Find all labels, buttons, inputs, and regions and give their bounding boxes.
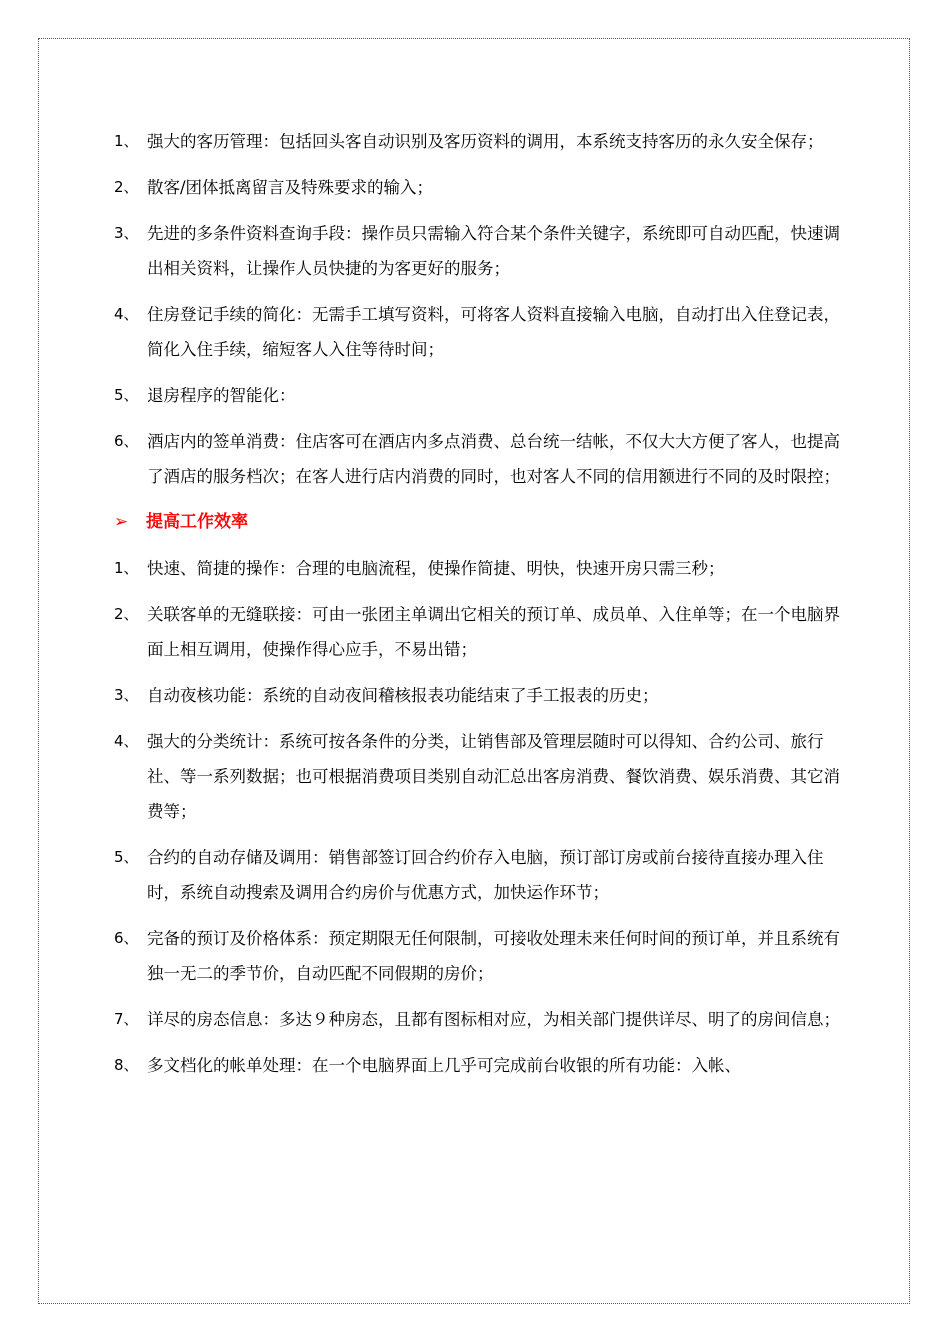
section-heading — [114, 505, 844, 540]
arrow-bullet-icon: ➢ — [114, 512, 129, 532]
list-item — [114, 724, 844, 829]
item-text: 酒店内的签单消费：住店客可在酒店内多点消费、总台统一结帐，不仅大大方便了客人，也提高了酒店的服务档次；在客人进行店内消费的同时，也对客人不同的信用额进行不同的及时限控； — [147, 432, 840, 486]
item-number: 7、 — [114, 1010, 139, 1028]
list-item — [114, 124, 844, 159]
item-text: 住房登记手续的简化：无需手工填写资料，可将客人资料直接输入电脑，自动打出入住登记表，简化入住手续，缩短客人入住等待时间； — [147, 305, 840, 359]
list-item — [114, 170, 844, 205]
item-text: 详尽的房态信息：多达９种房态，且都有图标相对应，为相关部门提供详尽、明了的房间信息； — [147, 1010, 840, 1029]
item-number: 1、 — [114, 132, 139, 150]
section-heading-text: 提高工作效率 — [146, 512, 248, 532]
item-text: 合约的自动存储及调用：销售部签订回合约价存入电脑，预订部订房或前台接待直接办理入住时，系统自动搜索及调用合约房价与优惠方式，加快运作环节； — [147, 848, 824, 902]
item-text: 强大的客历管理：包括回头客自动识别及客历资料的调用，本系统支持客历的永久安全保存； — [147, 132, 824, 151]
item-number: 6、 — [114, 929, 139, 947]
list-item — [114, 840, 844, 910]
item-number: 5、 — [114, 848, 139, 866]
item-number: 4、 — [114, 305, 139, 323]
item-number: 5、 — [114, 386, 139, 404]
document-body — [114, 124, 844, 1094]
item-text: 散客/团体抵离留言及特殊要求的输入； — [147, 178, 434, 197]
item-number: 4、 — [114, 732, 139, 750]
item-text: 关联客单的无缝联接：可由一张团主单调出它相关的预订单、成员单、入住单等；在一个电脑界面上相互调用，使操作得心应手，不易出错； — [147, 605, 840, 659]
item-text: 先进的多条件资料查询手段：操作员只需输入符合某个条件关键字，系统即可自动匹配，快速调出相关资料，让操作人员快捷的为客更好的服务； — [147, 224, 840, 278]
list-item — [114, 216, 844, 286]
item-text: 自动夜核功能：系统的自动夜间稽核报表功能结束了手工报表的历史； — [147, 686, 659, 705]
list-item — [114, 424, 844, 494]
item-text: 多文档化的帐单处理：在一个电脑界面上几乎可完成前台收银的所有功能：入帐、 — [147, 1056, 741, 1075]
list-item — [114, 1002, 844, 1037]
list-item — [114, 551, 844, 586]
item-number: 2、 — [114, 605, 139, 623]
list-item — [114, 1048, 844, 1083]
item-number: 6、 — [114, 432, 139, 450]
item-number: 2、 — [114, 178, 139, 196]
item-text: 完备的预订及价格体系：预定期限无任何限制，可接收处理未来任何时间的预订单，并且系统有独一无二的季节价，自动匹配不同假期的房价； — [147, 929, 840, 983]
item-number: 3、 — [114, 224, 139, 242]
list-item — [114, 378, 844, 413]
item-number: 8、 — [114, 1056, 139, 1074]
list-item — [114, 921, 844, 991]
item-text: 强大的分类统计：系统可按各条件的分类，让销售部及管理层随时可以得知、合约公司、旅行社、等一系列数据；也可根据消费项目类别自动汇总出客房消费、餐饮消费、娱乐消费、其它消费等； — [147, 732, 840, 821]
item-text: 退房程序的智能化： — [147, 386, 296, 405]
item-text: 快速、简捷的操作：合理的电脑流程，使操作简捷、明快，快速开房只需三秒； — [147, 559, 725, 578]
list-item — [114, 597, 844, 667]
item-number: 3、 — [114, 686, 139, 704]
list-item — [114, 678, 844, 713]
list-item — [114, 297, 844, 367]
item-number: 1、 — [114, 559, 139, 577]
